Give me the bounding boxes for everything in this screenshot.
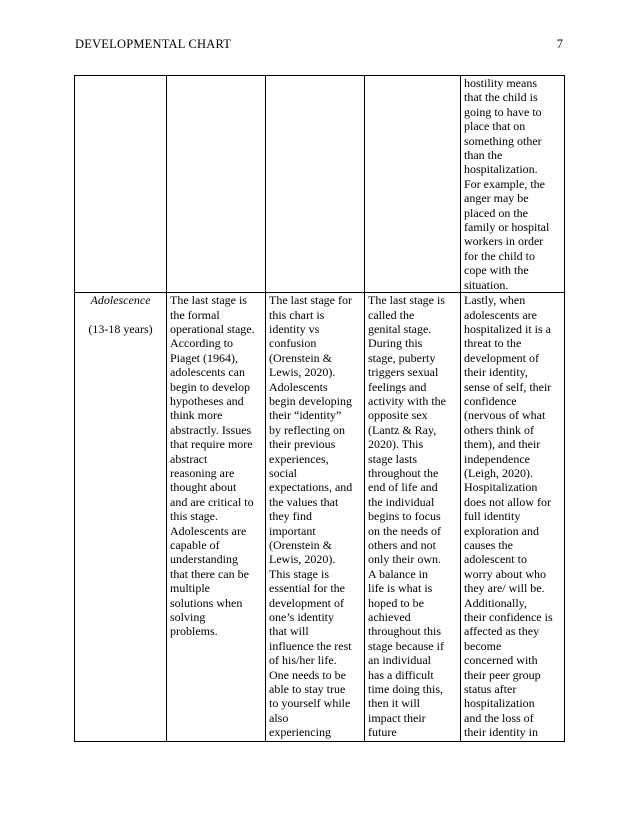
cell-text-line: the formal: [170, 307, 220, 322]
cell-text-line: thought about: [170, 480, 237, 495]
page-number: 7: [556, 37, 563, 51]
running-header-title: DEVELOPMENTAL CHART: [75, 37, 232, 51]
cell-text-line: only their own.: [368, 552, 441, 567]
cell-text-line: by reflecting on: [269, 422, 345, 437]
cell-text-line: that will: [269, 624, 309, 639]
cell-text-line: their identity in: [464, 725, 538, 740]
cell-text-line: time doing this,: [368, 682, 443, 697]
cell-text-line: influence the rest: [269, 638, 352, 653]
cell-text-line: hospitalized it is a: [464, 321, 551, 336]
cell-text-line: others and not: [368, 538, 436, 552]
cell-text-line: an individual: [368, 653, 431, 668]
cell-text-line: (Orenstein &: [269, 350, 332, 365]
cell-text-line: them), and their: [464, 437, 541, 452]
cell-text-line: end of life and: [368, 480, 438, 495]
cell-text-line: their “identity”: [269, 408, 342, 423]
cell-text-line: activity with the: [368, 393, 446, 408]
cell-text-line: placed on the: [464, 205, 528, 220]
cell-text-line: important: [269, 523, 316, 538]
cell-text-line: throughout this: [368, 624, 442, 639]
cell-text-line: that there can be: [170, 566, 249, 581]
cell-text-line: sense of self, their: [464, 379, 552, 394]
cell-text-line: stage because if: [368, 638, 444, 653]
cell-text-line: hypotheses and: [170, 393, 244, 408]
cell-text-line: of his/her life.: [269, 653, 337, 668]
cell-text-line: essential for the: [269, 581, 345, 596]
cell-text-line: multiple: [170, 581, 210, 596]
developmental-chart-table: [74, 75, 565, 742]
cell-text-line: status after: [464, 682, 517, 697]
cell-text-line: 2020). This: [368, 437, 424, 452]
cell-text-line: begin to develop: [170, 379, 250, 394]
cell-text-line: hoped to be: [368, 595, 424, 610]
cell-text-line: adolescents can: [170, 365, 245, 380]
cell-text-line: going to have to: [464, 104, 542, 119]
cell-text-line: affected as they: [464, 624, 540, 639]
cell-text-line: their peer group: [464, 667, 541, 682]
cell-text-line: family or hospital: [464, 220, 550, 235]
cell-text-line: understanding: [170, 552, 238, 567]
cell-text-line: One needs to be: [269, 667, 346, 682]
cell-text-line: the individual: [368, 494, 435, 509]
stage-cell: [75, 293, 167, 742]
cell-text-line: Piaget (1964),: [170, 350, 238, 365]
cell-text-line: According to: [170, 336, 233, 351]
cell-text-line: development of: [269, 595, 344, 610]
table-row: [75, 293, 565, 742]
cell-text-line: expectations, and: [269, 480, 353, 495]
cell-text-line: and the loss of: [464, 710, 534, 725]
cell-text-line: one’s identity: [269, 610, 334, 625]
cell-text-line: identity vs: [269, 321, 320, 336]
cell-text-line: The last stage for: [269, 293, 352, 308]
cell-text-line: they are/ will be.: [464, 581, 545, 596]
cell-text-line: on the needs of: [368, 523, 441, 538]
cell-text-line: then it will: [368, 696, 420, 711]
cell-text-line: anger may be: [464, 191, 529, 206]
cell-text-line: solutions when: [170, 595, 243, 610]
cell-text-line: triggers sexual: [368, 365, 439, 380]
cell-text-line: experiencing: [269, 725, 331, 740]
cell-text-line: problems.: [170, 624, 218, 639]
table-cell: [266, 76, 365, 293]
cell-text-line: operational stage.: [170, 321, 255, 336]
cell-text-line: concerned with: [464, 653, 538, 668]
cell-text-line: life is what is: [368, 581, 433, 596]
cell-text-line: has a difficult: [368, 667, 434, 682]
cell-text-line: become: [464, 638, 502, 653]
cell-text-line: workers in order: [464, 234, 544, 249]
cell-text-line: causes the: [464, 538, 513, 552]
cell-text-line: capable of: [170, 538, 220, 552]
cell-text-line: Additionally,: [464, 595, 527, 610]
cell-text-line: adolescent to: [464, 552, 527, 567]
cell-text-line: that the child is: [464, 90, 538, 105]
table-cell: [167, 293, 266, 742]
cell-text-line: solving: [170, 610, 206, 625]
cell-text-line: independence: [464, 451, 530, 466]
cell-text-line: experiences,: [269, 451, 329, 466]
cell-text-line: A balance in: [368, 566, 428, 581]
cell-text-line: hostility means: [464, 76, 537, 90]
cell-text-line: Hospitalization: [464, 480, 538, 495]
cell-text-line: others think of: [464, 422, 534, 437]
stage-name: Adolescence: [90, 293, 151, 308]
cell-text-line: During this: [368, 336, 423, 351]
cell-text-line: (Leigh, 2020).: [464, 465, 533, 480]
cell-text-line: stage, puberty: [368, 350, 436, 365]
cell-text-line: achieved: [368, 610, 411, 625]
cell-text-line: worry about who: [464, 566, 546, 581]
cell-text-line: that require more: [170, 437, 253, 452]
cell-text-line: situation.: [464, 277, 509, 292]
cell-text-line: impact their: [368, 710, 426, 725]
cell-text-line: able to stay true: [269, 682, 346, 697]
cell-text-line: (Orenstein &: [269, 538, 332, 552]
cell-text-line: place that on: [464, 119, 526, 134]
cell-text-line: For example, the: [464, 176, 545, 191]
cell-text-line: feelings and: [368, 379, 427, 394]
cell-text-line: this chart is: [269, 307, 325, 322]
table-cell: [365, 293, 461, 742]
cell-text-line: hospitalization: [464, 696, 535, 711]
cell-text-line: full identity: [464, 509, 521, 524]
cell-text-line: than the: [464, 148, 503, 163]
cell-text-line: their previous: [269, 437, 336, 452]
cell-text-line: reasoning are: [170, 465, 235, 480]
cell-text-line: confidence: [464, 393, 517, 408]
cell-text-line: exploration and: [464, 523, 539, 538]
cell-text-line: future: [368, 725, 397, 740]
stage-cell: [75, 76, 167, 293]
cell-text-line: called the: [368, 307, 415, 322]
cell-text-line: abstractly. Issues: [170, 422, 252, 437]
cell-text-line: they find: [269, 509, 312, 524]
cell-text-line: for the child to: [464, 248, 535, 263]
cell-text-line: and are critical to: [170, 494, 254, 509]
table-row: [75, 76, 565, 293]
cell-text-line: Lastly, when: [464, 293, 526, 308]
cell-text-line: development of: [464, 350, 539, 365]
cell-text-line: adolescents are: [464, 307, 537, 322]
cell-text-line: genital stage.: [368, 321, 432, 336]
cell-text-line: confusion: [269, 336, 317, 351]
cell-text-line: This stage is: [269, 566, 329, 581]
table-cell: [461, 76, 565, 293]
cell-text-line: to yourself while: [269, 696, 351, 711]
cell-text-line: cope with the: [464, 263, 529, 278]
cell-text-line: threat to the: [464, 336, 522, 351]
cell-text-line: something other: [464, 133, 542, 148]
cell-text-line: The last stage is: [170, 293, 247, 308]
cell-text-line: also: [269, 710, 289, 725]
cell-text-line: (nervous of what: [464, 408, 546, 423]
table-cell: [167, 76, 266, 293]
cell-text-line: Adolescents are: [170, 523, 247, 538]
cell-text-line: stage lasts: [368, 451, 417, 466]
cell-text-line: Lewis, 2020).: [269, 552, 336, 567]
cell-text-line: The last stage is: [368, 293, 445, 308]
stage-age-range: (13-18 years): [88, 321, 153, 336]
cell-text-line: Lewis, 2020).: [269, 365, 336, 380]
cell-text-line: does not allow for: [464, 494, 551, 509]
cell-text-line: their confidence is: [464, 610, 553, 625]
cell-text-line: (Lantz & Ray,: [368, 422, 437, 437]
cell-text-line: begin developing: [269, 393, 352, 408]
cell-text-line: their identity,: [464, 365, 528, 380]
cell-text-line: the values that: [269, 494, 339, 509]
cell-text-line: think more: [170, 408, 223, 423]
cell-text-line: begins to focus: [368, 509, 441, 524]
cell-text-line: hospitalization.: [464, 162, 538, 177]
cell-text-line: throughout the: [368, 465, 439, 480]
cell-text-line: social: [269, 465, 297, 480]
cell-text-line: abstract: [170, 451, 208, 466]
cell-text-line: Adolescents: [269, 379, 328, 394]
table-cell: [266, 293, 365, 742]
table-cell: [461, 293, 565, 742]
cell-text-line: opposite sex: [368, 408, 428, 423]
table-cell: [365, 76, 461, 293]
cell-text-line: this stage.: [170, 509, 218, 524]
